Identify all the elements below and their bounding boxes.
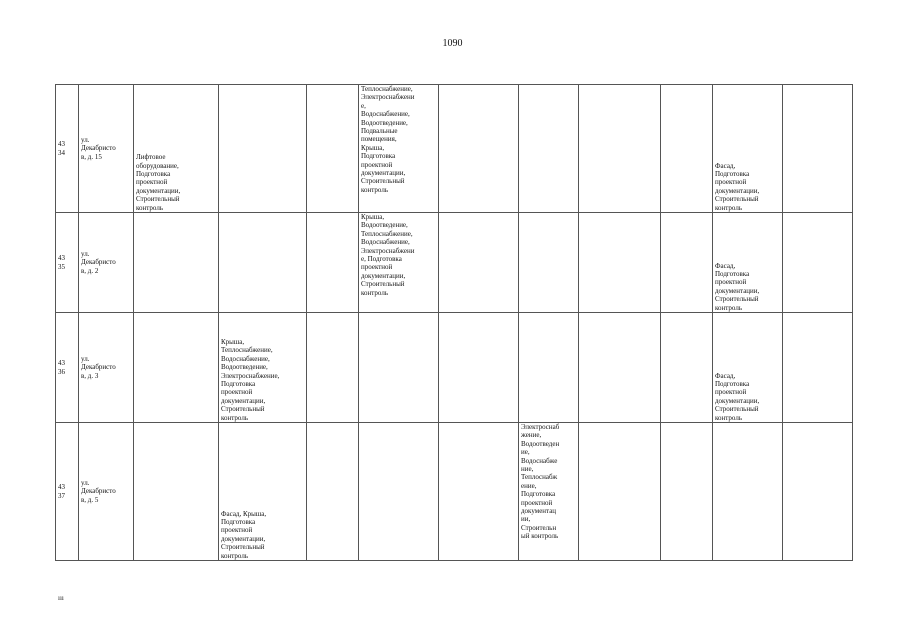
work-cell [519,313,579,423]
work-cell [783,423,853,561]
work-cell [439,423,519,561]
work-cell: Крыша, Теплоснабжение, Водоснабжение, Водоотведение, Электроснабжение, Подготовка проектной документации, Строительный контроль [219,313,307,423]
work-cell [661,85,713,213]
page-number: 1090 [442,38,463,49]
work-cell: Фасад, Подготовка проектной документации, Строительный контроль [713,85,783,213]
work-cell [579,213,661,313]
work-cell: Фасад, Крыша, Подготовка проектной документации, Строительный контроль [219,423,307,561]
work-cell [579,313,661,423]
table-row [56,423,853,561]
work-cell: Электроснаб жение, Водоотведен ие, Водоснабже ние, Теплоснабж ение, Подготовка проектной документац ии, Строительн ый контроль [519,423,579,561]
work-cell: Лифтовое оборудование, Подготовка проектной документации, Строительный контроль [134,85,219,213]
address-cell: ул. Декабристо в, д. 3 [79,313,134,423]
table-row [56,213,853,313]
work-cell: Теплоснабжение, Электроснабжени е, Водоснабжение, Водоотведение, Подвальные помещения, Крыша, Подготовка проектной документации, Строительный контроль [359,85,439,213]
work-cell [307,423,359,561]
footer-mark: ııı [58,594,64,602]
address-cell: ул. Декабристо в, д. 15 [79,85,134,213]
work-cell [661,213,713,313]
work-cell [219,85,307,213]
work-cell [783,85,853,213]
work-cell [219,213,307,313]
table-row [56,85,853,213]
work-cell [519,85,579,213]
address-cell: ул. Декабристо в, д. 2 [79,213,134,313]
work-cell: Фасад, Подготовка проектной документации, Строительный контроль [713,213,783,313]
work-cell [579,85,661,213]
work-cell [783,313,853,423]
work-cell [359,313,439,423]
table-row [56,313,853,423]
work-cell [661,313,713,423]
work-cell [439,213,519,313]
work-cell: Фасад, Подготовка проектной документации, Строительный контроль [713,313,783,423]
work-cell [307,213,359,313]
row-number-cell: 43 34 [56,85,79,213]
work-cell [713,423,783,561]
address-cell: ул. Декабристо в, д. 5 [79,423,134,561]
repair-schedule-table [55,84,853,561]
row-number-cell: 43 35 [56,213,79,313]
work-cell [307,85,359,213]
row-number-cell: 43 37 [56,423,79,561]
work-cell [519,213,579,313]
work-cell [359,423,439,561]
work-cell [661,423,713,561]
work-cell [783,213,853,313]
work-cell [134,213,219,313]
work-cell [307,313,359,423]
work-cell [439,313,519,423]
work-cell [134,423,219,561]
work-cell [439,85,519,213]
work-cell [579,423,661,561]
row-number-cell: 43 36 [56,313,79,423]
work-cell [134,313,219,423]
work-cell: Крыша, Водоотведение, Теплоснабжение, Водоснабжение, Электроснабжени е, Подготовка проектной документации, Строительный контроль [359,213,439,313]
